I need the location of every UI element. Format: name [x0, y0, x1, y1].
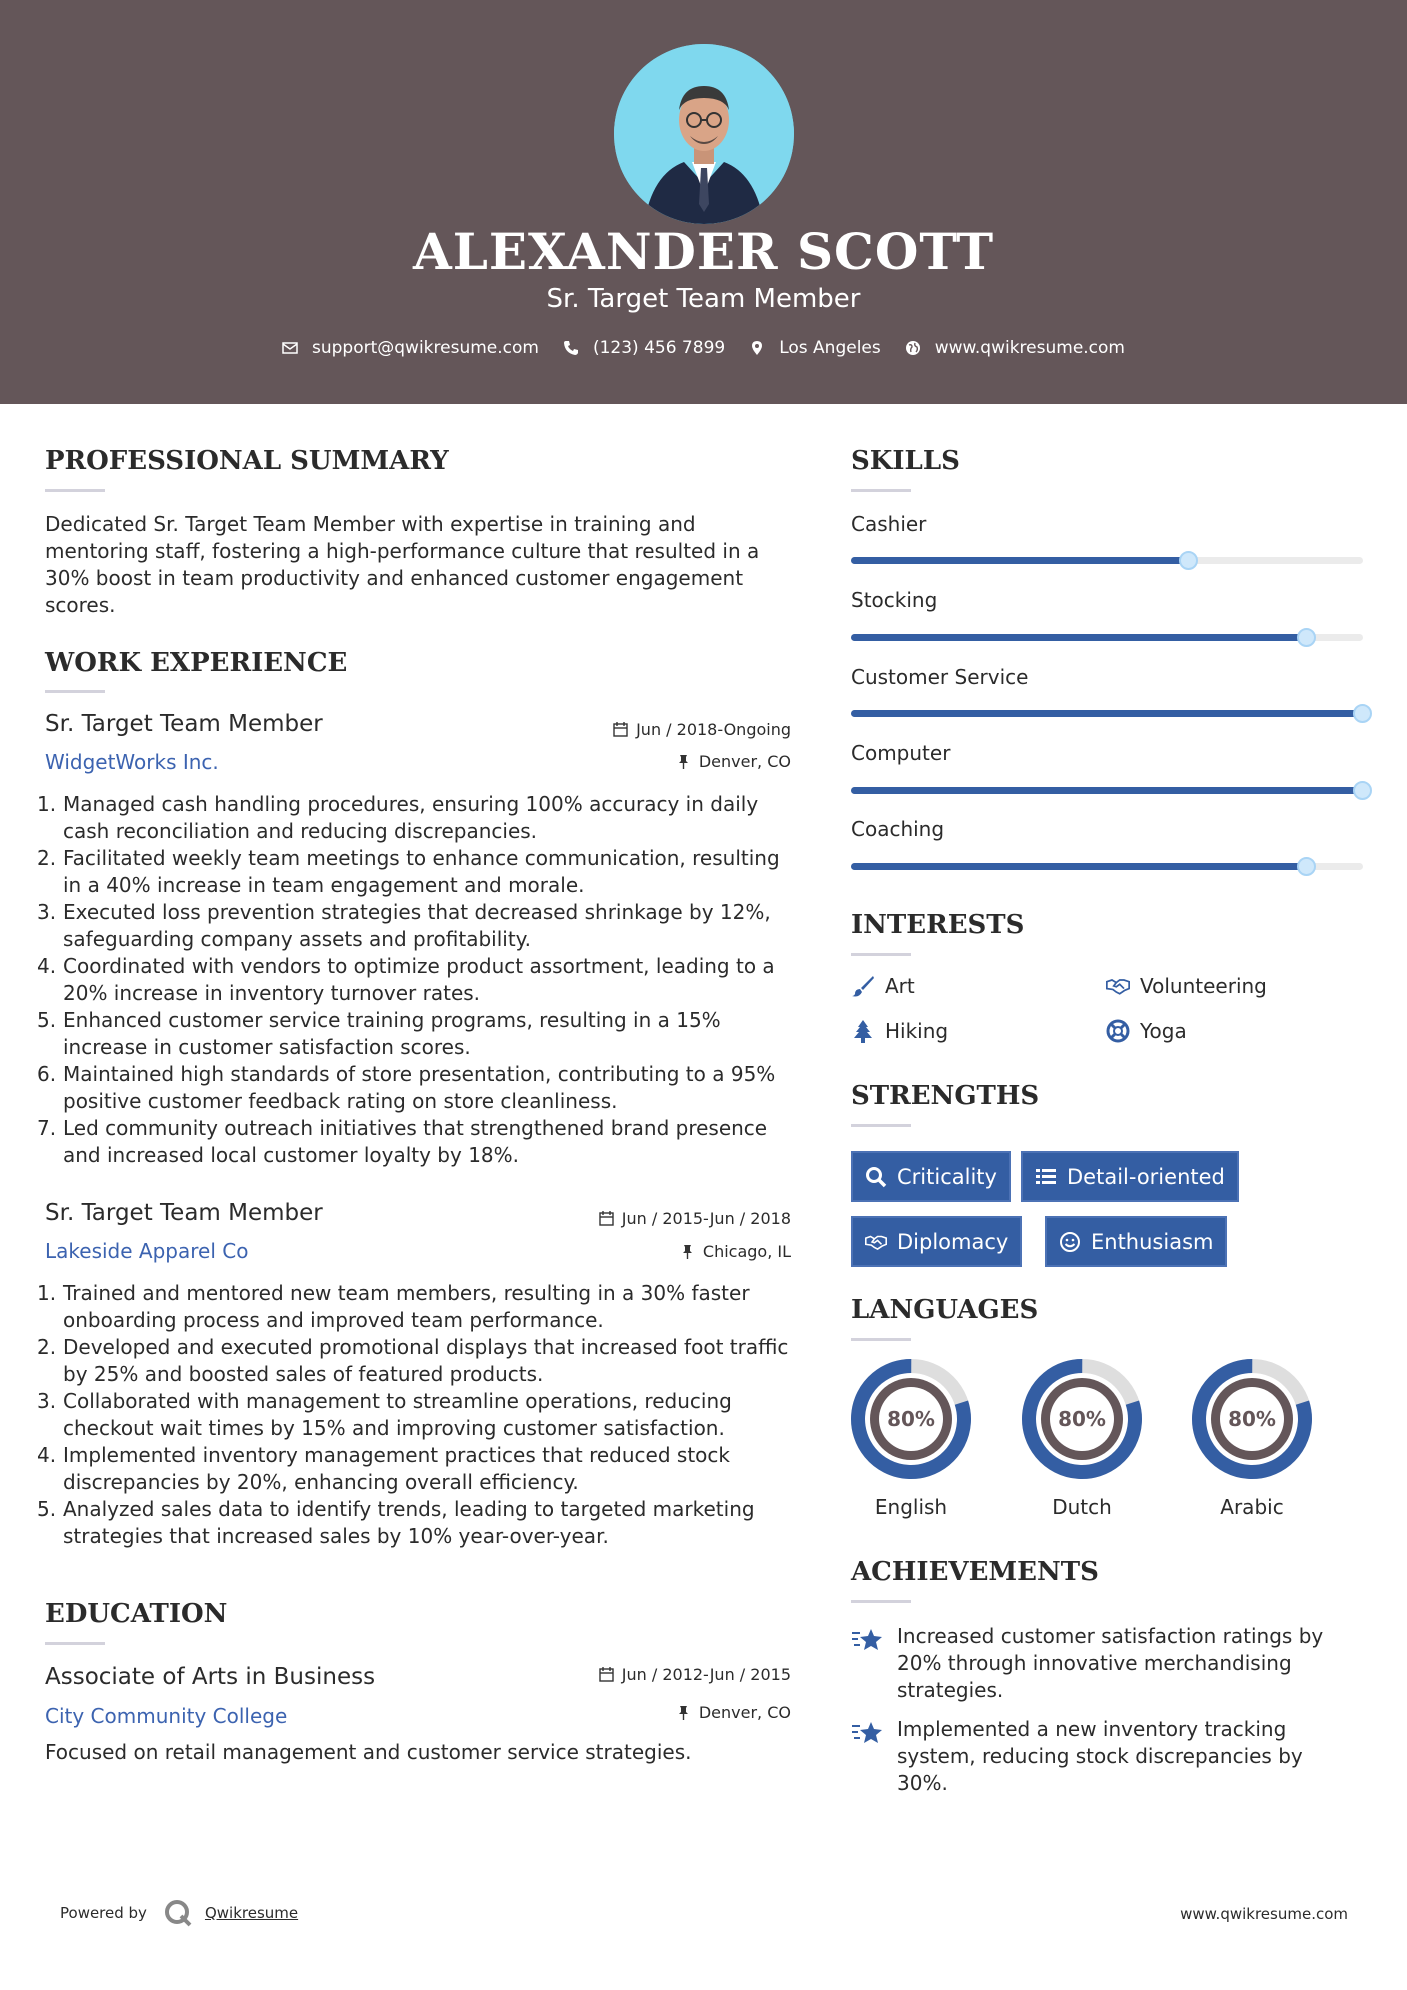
- donut-percent: 80%: [1228, 1407, 1276, 1431]
- language-label: Dutch: [1052, 1495, 1112, 1519]
- section-divider: [851, 1338, 911, 1341]
- job-bullets: [45, 1280, 800, 1550]
- contact-phone[interactable]: [563, 338, 725, 358]
- phone-text: (123) 456 7899: [592, 338, 726, 358]
- email-text: support@qwikresume.com: [312, 338, 539, 358]
- handshake-icon: [865, 1231, 887, 1253]
- job-location: [676, 752, 791, 771]
- skill-bar-knob: [1353, 704, 1372, 723]
- section-divider: [851, 1600, 911, 1603]
- section-divider: [851, 1124, 911, 1127]
- section-divider: [45, 489, 105, 492]
- phone-icon: [563, 340, 579, 356]
- interest-label: Volunteering: [1140, 974, 1267, 998]
- skill-bar: [851, 710, 1363, 717]
- list-item: Coordinated with vendors to optimize product assortment, leading to a 20% increase in inventory turnover rates.: [63, 954, 775, 1005]
- calendar-icon: [613, 722, 628, 737]
- interest-label: Art: [885, 974, 915, 998]
- qwikresume-link[interactable]: Qwikresume: [204, 1904, 299, 1922]
- list-item: Implemented inventory management practices that reduced stock discrepancies by 20%, enhancing overall efficiency.: [63, 1443, 730, 1494]
- candidate-name: ALEXANDER SCOTT: [412, 222, 995, 281]
- contact-email[interactable]: [282, 338, 539, 358]
- education-description: Focused on retail management and customer service strategies.: [45, 1740, 692, 1764]
- section-divider: [45, 690, 105, 693]
- interest-item: [851, 1019, 948, 1043]
- skill-bar-fill: [851, 863, 1307, 870]
- calendar-icon: [599, 1211, 614, 1226]
- powered-by-text: Powered by: [60, 1904, 147, 1922]
- list-item: Facilitated weekly team meetings to enhance communication, resulting in a 40% increase in team engagement and morale.: [63, 846, 780, 897]
- skill-bar: [851, 787, 1363, 794]
- shooting-star-icon: [851, 1718, 883, 1748]
- donut-percent: 80%: [887, 1407, 935, 1431]
- skill-bar-knob: [1297, 857, 1316, 876]
- strengths-heading: STRENGTHS: [851, 1081, 1040, 1111]
- paintbrush-icon: [851, 974, 875, 998]
- candidate-title: Sr. Target Team Member: [546, 284, 861, 314]
- company-name[interactable]: WidgetWorks Inc.: [45, 750, 219, 774]
- job-dates: [613, 720, 791, 739]
- strength-chip: [1045, 1216, 1227, 1267]
- skill-bar-knob: [1297, 628, 1316, 647]
- strength-label: Detail-oriented: [1067, 1164, 1225, 1189]
- school-name[interactable]: City Community College: [45, 1704, 288, 1728]
- language-donut: [1021, 1358, 1143, 1480]
- envelope-icon: [282, 340, 298, 356]
- smile-icon: [1059, 1231, 1081, 1253]
- skills-heading: SKILLS: [851, 446, 960, 476]
- skill-bar-fill: [851, 557, 1189, 564]
- list-item: Analyzed sales data to identify trends, leading to targeted marketing strategies that increased sales by 10% year-over-year.: [63, 1497, 755, 1548]
- list-item: Developed and executed promotional displays that increased foot traffic by 25% and boosted sales of featured products.: [63, 1335, 789, 1386]
- language-label: English: [874, 1495, 948, 1519]
- shooting-star-icon: [851, 1625, 883, 1655]
- location-text: Los Angeles: [779, 338, 881, 358]
- contact-website[interactable]: [905, 338, 1125, 358]
- interest-label: Yoga: [1140, 1019, 1187, 1043]
- achievement-text: Increased customer satisfaction ratings by 20% through innovative merchandising strategies.: [897, 1624, 1324, 1702]
- experience-heading: WORK EXPERIENCE: [45, 648, 348, 678]
- contact-bar: [0, 338, 1407, 358]
- skill-label: Stocking: [851, 588, 938, 612]
- achievement-item: [851, 1623, 1351, 1704]
- tree-icon: [851, 1019, 875, 1043]
- list-item: Led community outreach initiatives that strengthened brand presence and increased local customer loyalty by 18%.: [63, 1116, 768, 1167]
- language-donut: [850, 1358, 972, 1480]
- company-name[interactable]: Lakeside Apparel Co: [45, 1239, 249, 1263]
- donut-percent: 80%: [1058, 1407, 1106, 1431]
- interest-item: [851, 974, 915, 998]
- strength-chip: [1021, 1151, 1239, 1202]
- list-item: Collaborated with management to streamline operations, reducing checkout wait times by 15% and improving customer satisfaction.: [63, 1389, 732, 1440]
- job-location-text: Chicago, IL: [702, 1242, 791, 1261]
- globe-icon: [905, 340, 921, 356]
- skill-bar: [851, 634, 1363, 641]
- section-divider: [851, 953, 911, 956]
- pushpin-icon: [676, 1705, 691, 1720]
- resume-header: [0, 0, 1407, 404]
- job-title: Sr. Target Team Member: [45, 1200, 323, 1226]
- strength-chip: [851, 1151, 1011, 1202]
- strength-chip: [851, 1216, 1022, 1267]
- website-text: www.qwikresume.com: [934, 338, 1125, 358]
- achievement-item: [851, 1716, 1351, 1797]
- skill-bar-knob: [1179, 551, 1198, 570]
- list-item: Managed cash handling procedures, ensuring 100% accuracy in daily cash reconciliation and reducing discrepancies.: [63, 792, 759, 843]
- language-label: Arabic: [1220, 1495, 1284, 1519]
- achievement-text: Implemented a new inventory tracking system, reducing stock discrepancies by 30%.: [897, 1717, 1303, 1795]
- section-divider: [851, 489, 911, 492]
- list-item: Executed loss prevention strategies that decreased shrinkage by 12%, safeguarding company assets and profitability.: [63, 900, 771, 951]
- skill-bar-fill: [851, 710, 1363, 717]
- job-location: [680, 1242, 791, 1261]
- skill-label: Cashier: [851, 512, 927, 536]
- skill-bar: [851, 863, 1363, 870]
- pushpin-icon: [676, 754, 691, 769]
- interest-label: Hiking: [885, 1019, 949, 1043]
- footer-branding: [60, 1898, 298, 1928]
- footer-website[interactable]: www.qwikresume.com: [1180, 1905, 1348, 1923]
- job-dates-text: Jun / 2018-Ongoing: [636, 720, 791, 739]
- interest-item: [1106, 1019, 1187, 1043]
- interest-item: [1106, 974, 1267, 998]
- education-dates: [599, 1665, 791, 1684]
- skill-label: Customer Service: [851, 665, 1029, 689]
- strength-label: Enthusiasm: [1091, 1229, 1214, 1254]
- skill-bar-fill: [851, 634, 1307, 641]
- education-location: [676, 1703, 791, 1722]
- skill-bar-knob: [1353, 781, 1372, 800]
- interests-heading: INTERESTS: [851, 910, 1025, 940]
- job-title: Sr. Target Team Member: [45, 711, 323, 737]
- languages-heading: LANGUAGES: [851, 1295, 1039, 1325]
- list-item: Maintained high standards of store presentation, contributing to a 95% positive customer feedback rating on store cleanliness.: [63, 1062, 776, 1113]
- calendar-icon: [599, 1667, 614, 1682]
- achievements-heading: ACHIEVEMENTS: [851, 1557, 1099, 1587]
- strength-label: Diplomacy: [897, 1229, 1009, 1254]
- strength-label: Criticality: [897, 1164, 997, 1189]
- list-item: Trained and mentored new team members, resulting in a 30% faster onboarding process and improved team performance.: [63, 1281, 750, 1332]
- skill-bar-fill: [851, 787, 1363, 794]
- pushpin-icon: [680, 1244, 695, 1259]
- skill-bar: [851, 557, 1363, 564]
- job-dates: [599, 1209, 791, 1228]
- degree-title: Associate of Arts in Business: [45, 1664, 376, 1690]
- language-donut: [1191, 1358, 1313, 1480]
- skill-label: Coaching: [851, 817, 945, 841]
- summary-heading: PROFESSIONAL SUMMARY: [45, 446, 449, 476]
- life-ring-icon: [1106, 1019, 1130, 1043]
- list-item: Enhanced customer service training programs, resulting in a 15% increase in customer satisfaction scores.: [63, 1008, 721, 1059]
- profile-photo: [614, 44, 794, 224]
- job-dates-text: Jun / 2015-Jun / 2018: [621, 1209, 791, 1228]
- search-icon: [865, 1166, 887, 1188]
- contact-location: [749, 338, 881, 358]
- skill-label: Computer: [851, 741, 951, 765]
- education-location-text: Denver, CO: [698, 1703, 791, 1722]
- qwikresume-logo: [163, 1898, 193, 1928]
- education-heading: EDUCATION: [45, 1599, 228, 1629]
- map-marker-icon: [749, 340, 765, 356]
- summary-text: Dedicated Sr. Target Team Member with expertise in training and mentoring staff, fostering a high-performance culture that resulted in a 30% boost in team productivity and enhanced customer engagement scores.: [45, 512, 760, 617]
- section-divider: [45, 1642, 105, 1645]
- handshake-icon: [1106, 974, 1130, 998]
- job-bullets: [45, 791, 800, 1169]
- job-location-text: Denver, CO: [698, 752, 791, 771]
- education-dates-text: Jun / 2012-Jun / 2015: [621, 1665, 791, 1684]
- list-icon: [1035, 1166, 1057, 1188]
